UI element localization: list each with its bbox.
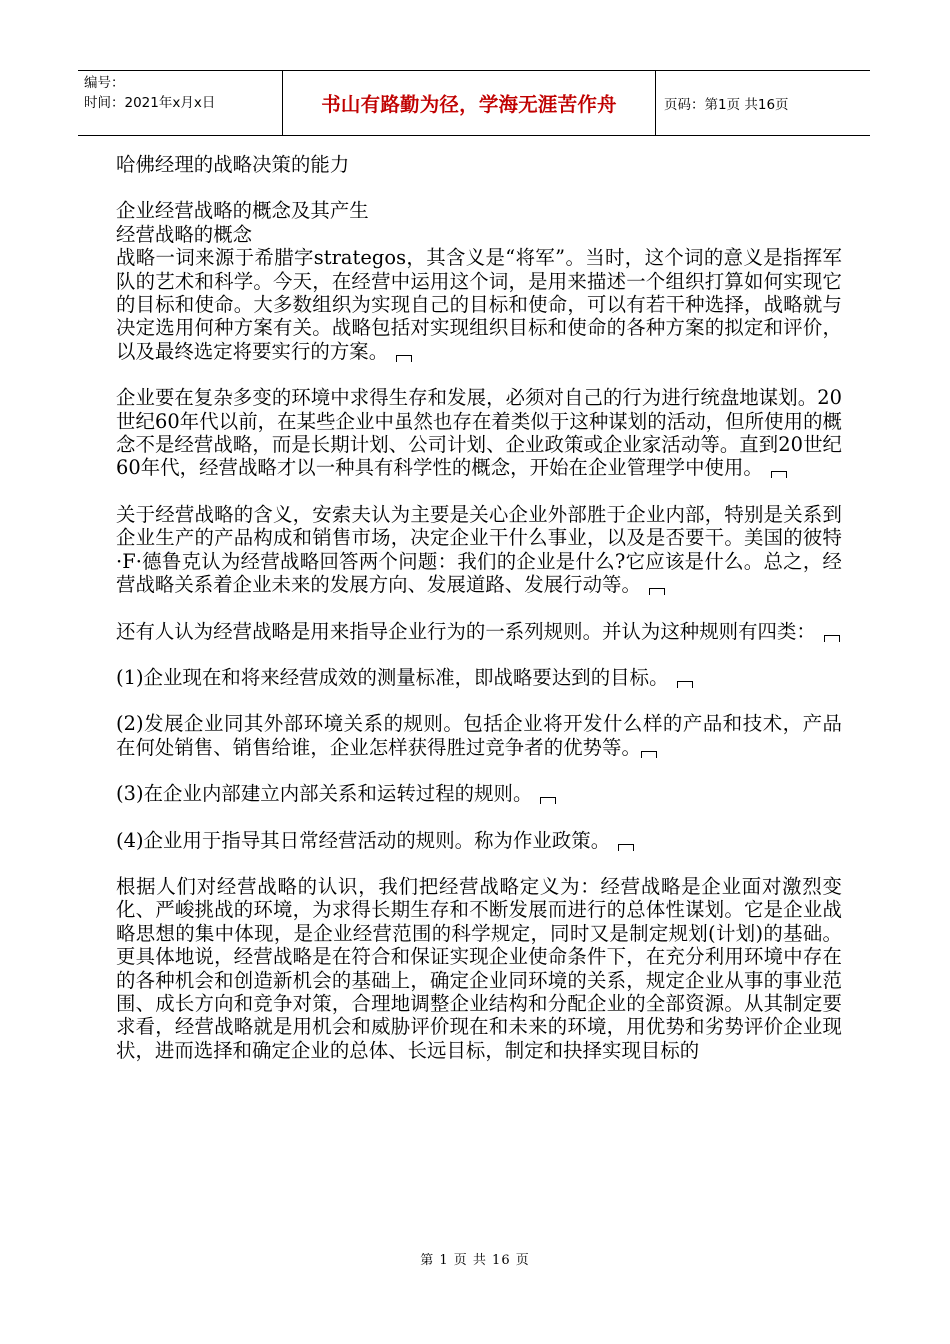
header-page-info: 页码：第1页 共16页	[664, 97, 789, 113]
page-header	[78, 70, 870, 136]
list-item: (3)在企业内部建立内部关系和运转过程的规则。	[116, 782, 842, 805]
section-heading: 企业经营战略的概念及其产生	[116, 199, 369, 223]
list-item: (4)企业用于指导其日常经营活动的规则。称为作业政策。	[116, 829, 842, 852]
paragraph-mark-icon	[771, 471, 787, 478]
document-time-label: 时间：2021年x月x日	[84, 95, 216, 111]
document-number-label: 编号：	[84, 75, 125, 91]
paragraph: 关于经营战略的含义，安索夫认为主要是关心企业外部胜于企业内部，特别是关系到企业生产的产品构成和销售市场，决定企业干什么事业，以及是否要干。美国的彼特·F·德鲁克认为经营战略回答两个问题：我们的企业是什么?它应该是什么。总之，经营战略关系着企业未来的发展方向、发展道路、发展行动等。	[116, 502, 842, 597]
paragraph-mark-icon	[677, 681, 693, 688]
list-item: (1)企业现在和将来经营成效的测量标准，即战略要达到的目标。	[116, 666, 842, 689]
document-title: 哈佛经理的战略决策的能力	[116, 153, 350, 176]
list-item: (2)发展企业同其外部环境关系的规则。包括企业将开发什么样的产品和技术，产品在何处销售、销售给谁，企业怎样获得胜过竞争者的优势等。	[116, 712, 842, 759]
paragraph: 企业要在复杂多变的环境中求得生存和发展，必须对自己的行为进行统盘地谋划。20世纪60年代以前，在某些企业中虽然也存在着类似于这种谋划的活动，但所使用的概念不是经营战略，而是长期计划、公司计划、企业政策或企业家活动等。直到20世纪60年代，经营战略才以一种具有科学性的概念，开始在企业管理学中使用。	[116, 386, 842, 480]
subsection-heading: 经营战略的概念	[116, 222, 253, 246]
paragraph-mark-icon	[824, 635, 840, 642]
paragraph-mark-icon	[641, 751, 657, 758]
paragraph: 战略一词来源于希腊字strategos，其含义是“将军”。当时，这个词的意义是指挥军队的艺术和科学。今天，在经营中运用这个词，是用来描述一个组织打算如何实现它的目标和使命。大多数组织为实现自己的目标和使命，可以有若干种选择，战略就与决定选用何种方案有关。战略包括对实现组织目标和使命的各种方案的拟定和评价，以及最终选定将要实行的方案。	[116, 246, 842, 363]
paragraph-mark-icon	[396, 355, 412, 362]
paragraph-mark-icon	[618, 844, 634, 851]
header-meta-cell	[78, 71, 283, 135]
paragraph-mark-icon	[540, 797, 556, 804]
document-body	[116, 153, 842, 1062]
page-footer: 第 1 页 共 16 页	[420, 1253, 530, 1268]
paragraph-mark-icon	[649, 588, 665, 595]
header-motto: 书山有路勤为径，学海无涯苦作舟	[283, 71, 656, 135]
paragraph: 根据人们对经营战略的认识，我们把经营战略定义为：经营战略是企业面对激烈变化、严峻挑战的环境，为求得长期生存和不断发展而进行的总体性谋划。它是企业战略思想的集中体现，是企业经营范围的科学规定，同时又是制定规划(计划)的基础。更具体地说，经营战略是在符合和保证实现企业使命条件下，在充分利用环境中存在的各种机会和创造新机会的基础上，确定企业同环境的关系，规定企业从事的事业范围、成长方向和竞争对策，合理地调整企业结构和分配企业的全部资源。从其制定要求看，经营战略就是用机会和威胁评价现在和未来的环境，用优势和劣势评价企业现状，进而选择和确定企业的总体、长远目标，制定和抉择实现目标的	[116, 874, 842, 1062]
paragraph: 还有人认为经营战略是用来指导企业行为的一系列规则。并认为这种规则有四类：	[116, 620, 842, 643]
